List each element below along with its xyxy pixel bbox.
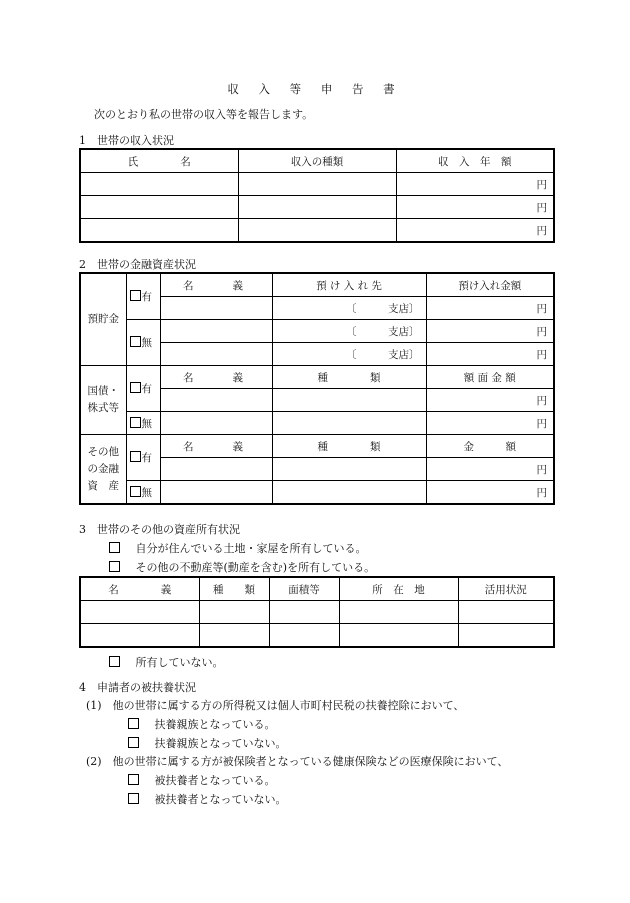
- kind-cell[interactable]: [199, 601, 269, 624]
- section1-heading: 1 世帯の収入状況: [79, 134, 174, 147]
- property-table: [79, 576, 555, 648]
- checkbox-icon: [130, 290, 141, 301]
- kind-cell[interactable]: [272, 458, 426, 481]
- checkbox-icon: [128, 718, 139, 729]
- amount-cell[interactable]: 円: [396, 173, 554, 196]
- bonds-yes-checkbox[interactable]: 有: [126, 366, 160, 412]
- col-header-usage: 活用状況: [458, 577, 554, 601]
- section4-heading: 4 申請者の被扶養状況: [79, 681, 196, 694]
- checkbox-icon: [128, 774, 139, 785]
- holder-cell[interactable]: [160, 297, 272, 320]
- type-cell[interactable]: [238, 219, 396, 243]
- table-row: [80, 173, 554, 196]
- col-header-holder: 名 義: [80, 577, 199, 601]
- other-category: その他 の金融 資 産: [80, 435, 126, 505]
- bonds-no-checkbox[interactable]: 無: [126, 412, 160, 435]
- table-row: [80, 624, 554, 648]
- holder-cell[interactable]: [160, 458, 272, 481]
- question-1: (1) 他の世帯に属する方の所得税又は個人市町村民税の扶養控除において、: [86, 699, 465, 712]
- property-other-option[interactable]: その他の不動産等(動産を含む)を所有している。: [109, 559, 375, 575]
- table-row: [80, 412, 554, 435]
- checkbox-icon: [130, 382, 141, 393]
- col-header-area: 面積等: [269, 577, 339, 601]
- bank-cell[interactable]: 〔 支店〕: [272, 320, 426, 343]
- checkbox-icon: [130, 451, 141, 462]
- checkbox-icon: [109, 561, 120, 572]
- checkbox-icon: [128, 737, 139, 748]
- income-table: [79, 148, 555, 243]
- location-cell[interactable]: [339, 601, 458, 624]
- table-row: [80, 601, 554, 624]
- bonds-category: 国債・ 株式等: [80, 366, 126, 435]
- intro-text: 次のとおり私の世帯の収入等を報告します。: [94, 108, 314, 121]
- property-none-option[interactable]: 所有していない。: [109, 654, 224, 670]
- table-row: [80, 481, 554, 505]
- location-cell[interactable]: [339, 624, 458, 648]
- col-header-location: 所 在 地: [339, 577, 458, 601]
- value-cell[interactable]: 円: [426, 458, 554, 481]
- checkbox-icon: [109, 656, 120, 667]
- kind-cell[interactable]: [272, 481, 426, 505]
- bank-cell[interactable]: 〔 支店〕: [272, 343, 426, 366]
- type-cell[interactable]: [238, 196, 396, 219]
- name-cell[interactable]: [80, 196, 238, 219]
- kind-cell[interactable]: [199, 624, 269, 648]
- other-yes-checkbox[interactable]: 有: [126, 435, 160, 481]
- section2-heading: 2 世帯の金融資産状況: [79, 258, 196, 271]
- col-header-deposit: 預け入れ金額: [426, 273, 554, 297]
- col-header-kind: 種 類: [272, 435, 426, 458]
- amount-cell[interactable]: 円: [396, 219, 554, 243]
- col-header-kind: 種 類: [199, 577, 269, 601]
- checkbox-icon: [130, 417, 141, 428]
- type-cell[interactable]: [238, 173, 396, 196]
- holder-cell[interactable]: [80, 624, 199, 648]
- table-row: [80, 196, 554, 219]
- checkbox-icon: [130, 336, 141, 347]
- holder-cell[interactable]: [160, 481, 272, 505]
- savings-category: 預貯金: [80, 273, 126, 366]
- value-cell[interactable]: 円: [426, 389, 554, 412]
- col-header-name: 氏 名: [80, 149, 238, 173]
- other-no-checkbox[interactable]: 無: [126, 481, 160, 505]
- savings-no-checkbox[interactable]: 無: [126, 320, 160, 366]
- col-header-kind: 種 類: [272, 366, 426, 389]
- kind-cell[interactable]: [272, 389, 426, 412]
- usage-cell[interactable]: [458, 624, 554, 648]
- dependent-no-option[interactable]: 扶養親族となっていない。: [128, 735, 287, 751]
- col-header-type: 収入の種類: [238, 149, 396, 173]
- table-header-row: [80, 149, 554, 173]
- col-header-holder: 名 義: [160, 435, 272, 458]
- usage-cell[interactable]: [458, 601, 554, 624]
- deposit-cell[interactable]: 円: [426, 343, 554, 366]
- area-cell[interactable]: [269, 624, 339, 648]
- kind-cell[interactable]: [272, 412, 426, 435]
- col-header-holder: 名 義: [160, 273, 272, 297]
- col-header-annual: 収 入 年 額: [396, 149, 554, 173]
- col-header-face-value: 額 面 金 額: [426, 366, 554, 389]
- holder-cell[interactable]: [80, 601, 199, 624]
- name-cell[interactable]: [80, 219, 238, 243]
- question-2: (2) 他の世帯に属する方が被保険者となっている健康保険などの医療保険において、: [86, 755, 509, 768]
- page-title: 収 入 等 申 告 書: [227, 82, 403, 96]
- table-header-row: [80, 577, 554, 601]
- insured-dependent-no-option[interactable]: 被扶養者となっていない。: [128, 791, 287, 807]
- amount-cell[interactable]: 円: [396, 196, 554, 219]
- table-row: [80, 219, 554, 243]
- checkbox-icon: [128, 793, 139, 804]
- savings-yes-checkbox[interactable]: 有: [126, 273, 160, 320]
- assets-table: [79, 272, 555, 505]
- col-header-bank: 預 け 入 れ 先: [272, 273, 426, 297]
- checkbox-icon: [130, 486, 141, 497]
- property-own-home-option[interactable]: 自分が住んでいる土地・家屋を所有している。: [109, 540, 367, 556]
- col-header-holder: 名 義: [160, 366, 272, 389]
- bank-cell[interactable]: 〔 支店〕: [272, 297, 426, 320]
- name-cell[interactable]: [80, 173, 238, 196]
- holder-cell[interactable]: [160, 389, 272, 412]
- table-row: [80, 320, 554, 343]
- section3-heading: 3 世帯のその他の資産所有状況: [79, 523, 240, 536]
- holder-cell[interactable]: [160, 343, 272, 366]
- checkbox-icon: [109, 542, 120, 553]
- holder-cell[interactable]: [160, 320, 272, 343]
- holder-cell[interactable]: [160, 412, 272, 435]
- insured-dependent-yes-option[interactable]: 被扶養者となっている。: [128, 772, 276, 788]
- dependent-yes-option[interactable]: 扶養親族となっている。: [128, 716, 276, 732]
- area-cell[interactable]: [269, 601, 339, 624]
- col-header-amount: 金 額: [426, 435, 554, 458]
- value-cell[interactable]: 円: [426, 481, 554, 505]
- value-cell[interactable]: 円: [426, 412, 554, 435]
- deposit-cell[interactable]: 円: [426, 297, 554, 320]
- deposit-cell[interactable]: 円: [426, 320, 554, 343]
